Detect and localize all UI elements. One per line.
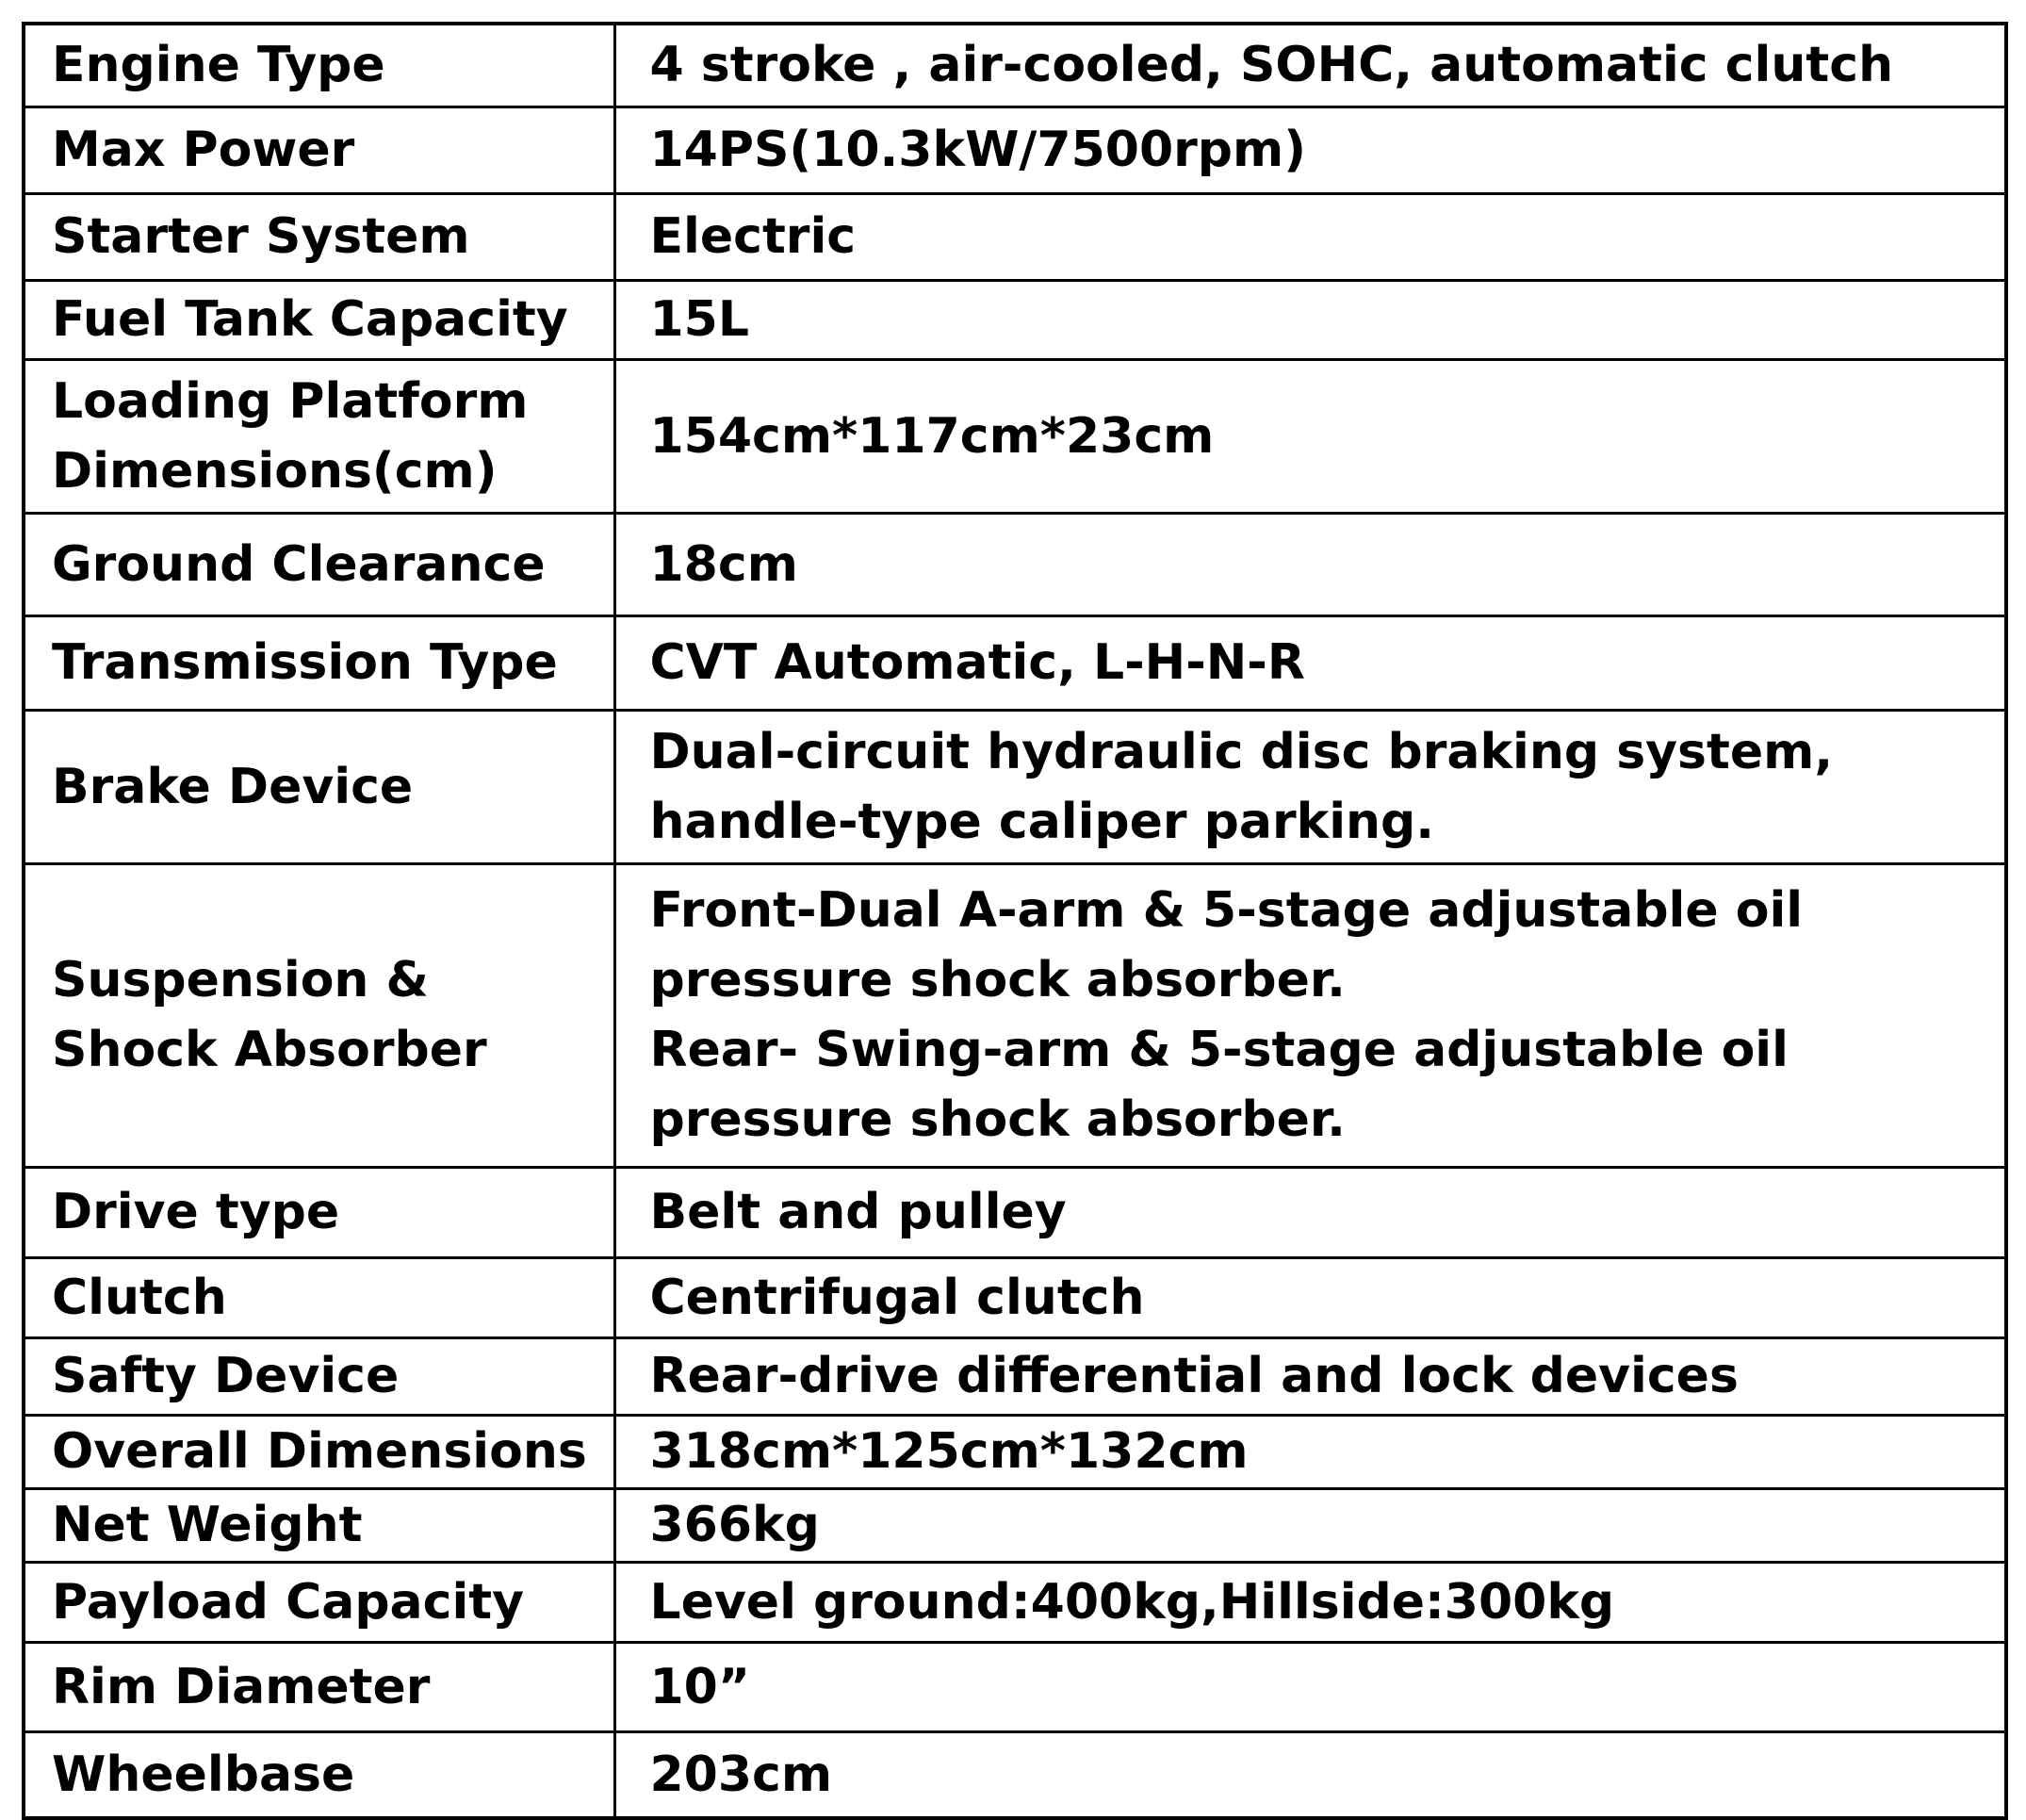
spec-value: 18cm [614, 513, 2006, 615]
spec-label: Ground Clearance [24, 513, 614, 615]
spec-row-drive-type [24, 1167, 2006, 1257]
spec-label: Loading Platform Dimensions(cm) [24, 359, 614, 513]
spec-value: Dual-circuit hydraulic disc braking system, handle-type caliper parking. [614, 710, 2006, 863]
spec-row-transmission-type [24, 615, 2006, 710]
spec-label: Starter System [24, 193, 614, 280]
spec-table [22, 22, 2008, 1820]
spec-row-loading-platform [24, 359, 2006, 513]
spec-value: Level ground:400kg,Hillside:300kg [614, 1562, 2006, 1642]
spec-row-payload-capacity [24, 1562, 2006, 1642]
spec-label: Engine Type [24, 24, 614, 107]
spec-label: Wheelbase [24, 1731, 614, 1818]
spec-value: Centrifugal clutch [614, 1257, 2006, 1337]
spec-row-safty-device [24, 1337, 2006, 1415]
spec-row-rim-diameter [24, 1642, 2006, 1731]
spec-row-engine-type [24, 24, 2006, 107]
spec-value: 318cm*125cm*132cm [614, 1415, 2006, 1488]
spec-value: Rear-drive differential and lock devices [614, 1337, 2006, 1415]
spec-row-max-power [24, 107, 2006, 193]
spec-value: Electric [614, 193, 2006, 280]
spec-label: Transmission Type [24, 615, 614, 710]
spec-value: 154cm*117cm*23cm [614, 359, 2006, 513]
spec-label: Fuel Tank Capacity [24, 280, 614, 359]
spec-value: 4 stroke , air-cooled, SOHC, automatic clutch [614, 24, 2006, 107]
spec-row-net-weight [24, 1488, 2006, 1562]
spec-label: Net Weight [24, 1488, 614, 1562]
spec-value: Front-Dual A-arm & 5-stage adjustable oil pressure shock absorber. Rear- Swing-arm & 5-stage adjustable oil pressure shock absorber. [614, 863, 2006, 1167]
spec-label: Payload Capacity [24, 1562, 614, 1642]
spec-label: Suspension & Shock Absorber [24, 863, 614, 1167]
spec-row-overall-dimensions [24, 1415, 2006, 1488]
spec-row-clutch [24, 1257, 2006, 1337]
spec-label: Brake Device [24, 710, 614, 863]
spec-value: 10” [614, 1642, 2006, 1731]
spec-row-starter-system [24, 193, 2006, 280]
spec-value: 203cm [614, 1731, 2006, 1818]
spec-value: 366kg [614, 1488, 2006, 1562]
spec-row-ground-clearance [24, 513, 2006, 615]
spec-row-brake-device [24, 710, 2006, 863]
spec-row-fuel-tank-capacity [24, 280, 2006, 359]
spec-row-wheelbase [24, 1731, 2006, 1818]
spec-row-suspension [24, 863, 2006, 1167]
spec-value: 14PS(10.3kW/7500rpm) [614, 107, 2006, 193]
spec-label: Max Power [24, 107, 614, 193]
spec-label: Clutch [24, 1257, 614, 1337]
spec-value: 15L [614, 280, 2006, 359]
spec-value: Belt and pulley [614, 1167, 2006, 1257]
spec-label: Safty Device [24, 1337, 614, 1415]
spec-value: CVT Automatic, L-H-N-R [614, 615, 2006, 710]
spec-label: Rim Diameter [24, 1642, 614, 1731]
spec-label: Overall Dimensions [24, 1415, 614, 1488]
spec-label: Drive type [24, 1167, 614, 1257]
